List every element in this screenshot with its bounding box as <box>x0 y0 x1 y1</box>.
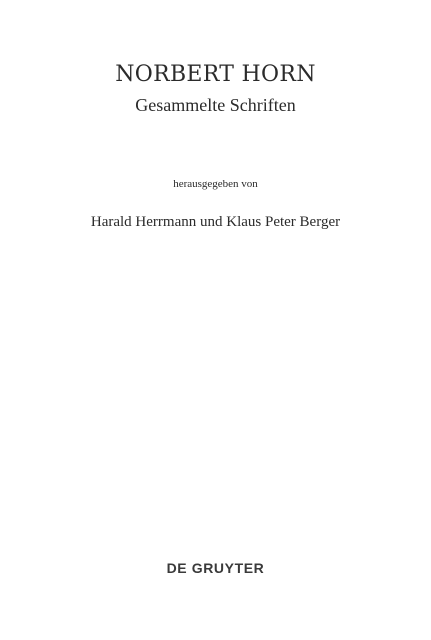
publisher-logo-text: DE GRUYTER <box>166 560 265 576</box>
author-name: NORBERT HORN <box>115 62 316 87</box>
editors-label: herausgegeben von <box>173 178 258 190</box>
editor-names: Harald Herrmann und Klaus Peter Berger <box>90 214 341 230</box>
book-title: Gesammelte Schriften <box>135 95 296 115</box>
